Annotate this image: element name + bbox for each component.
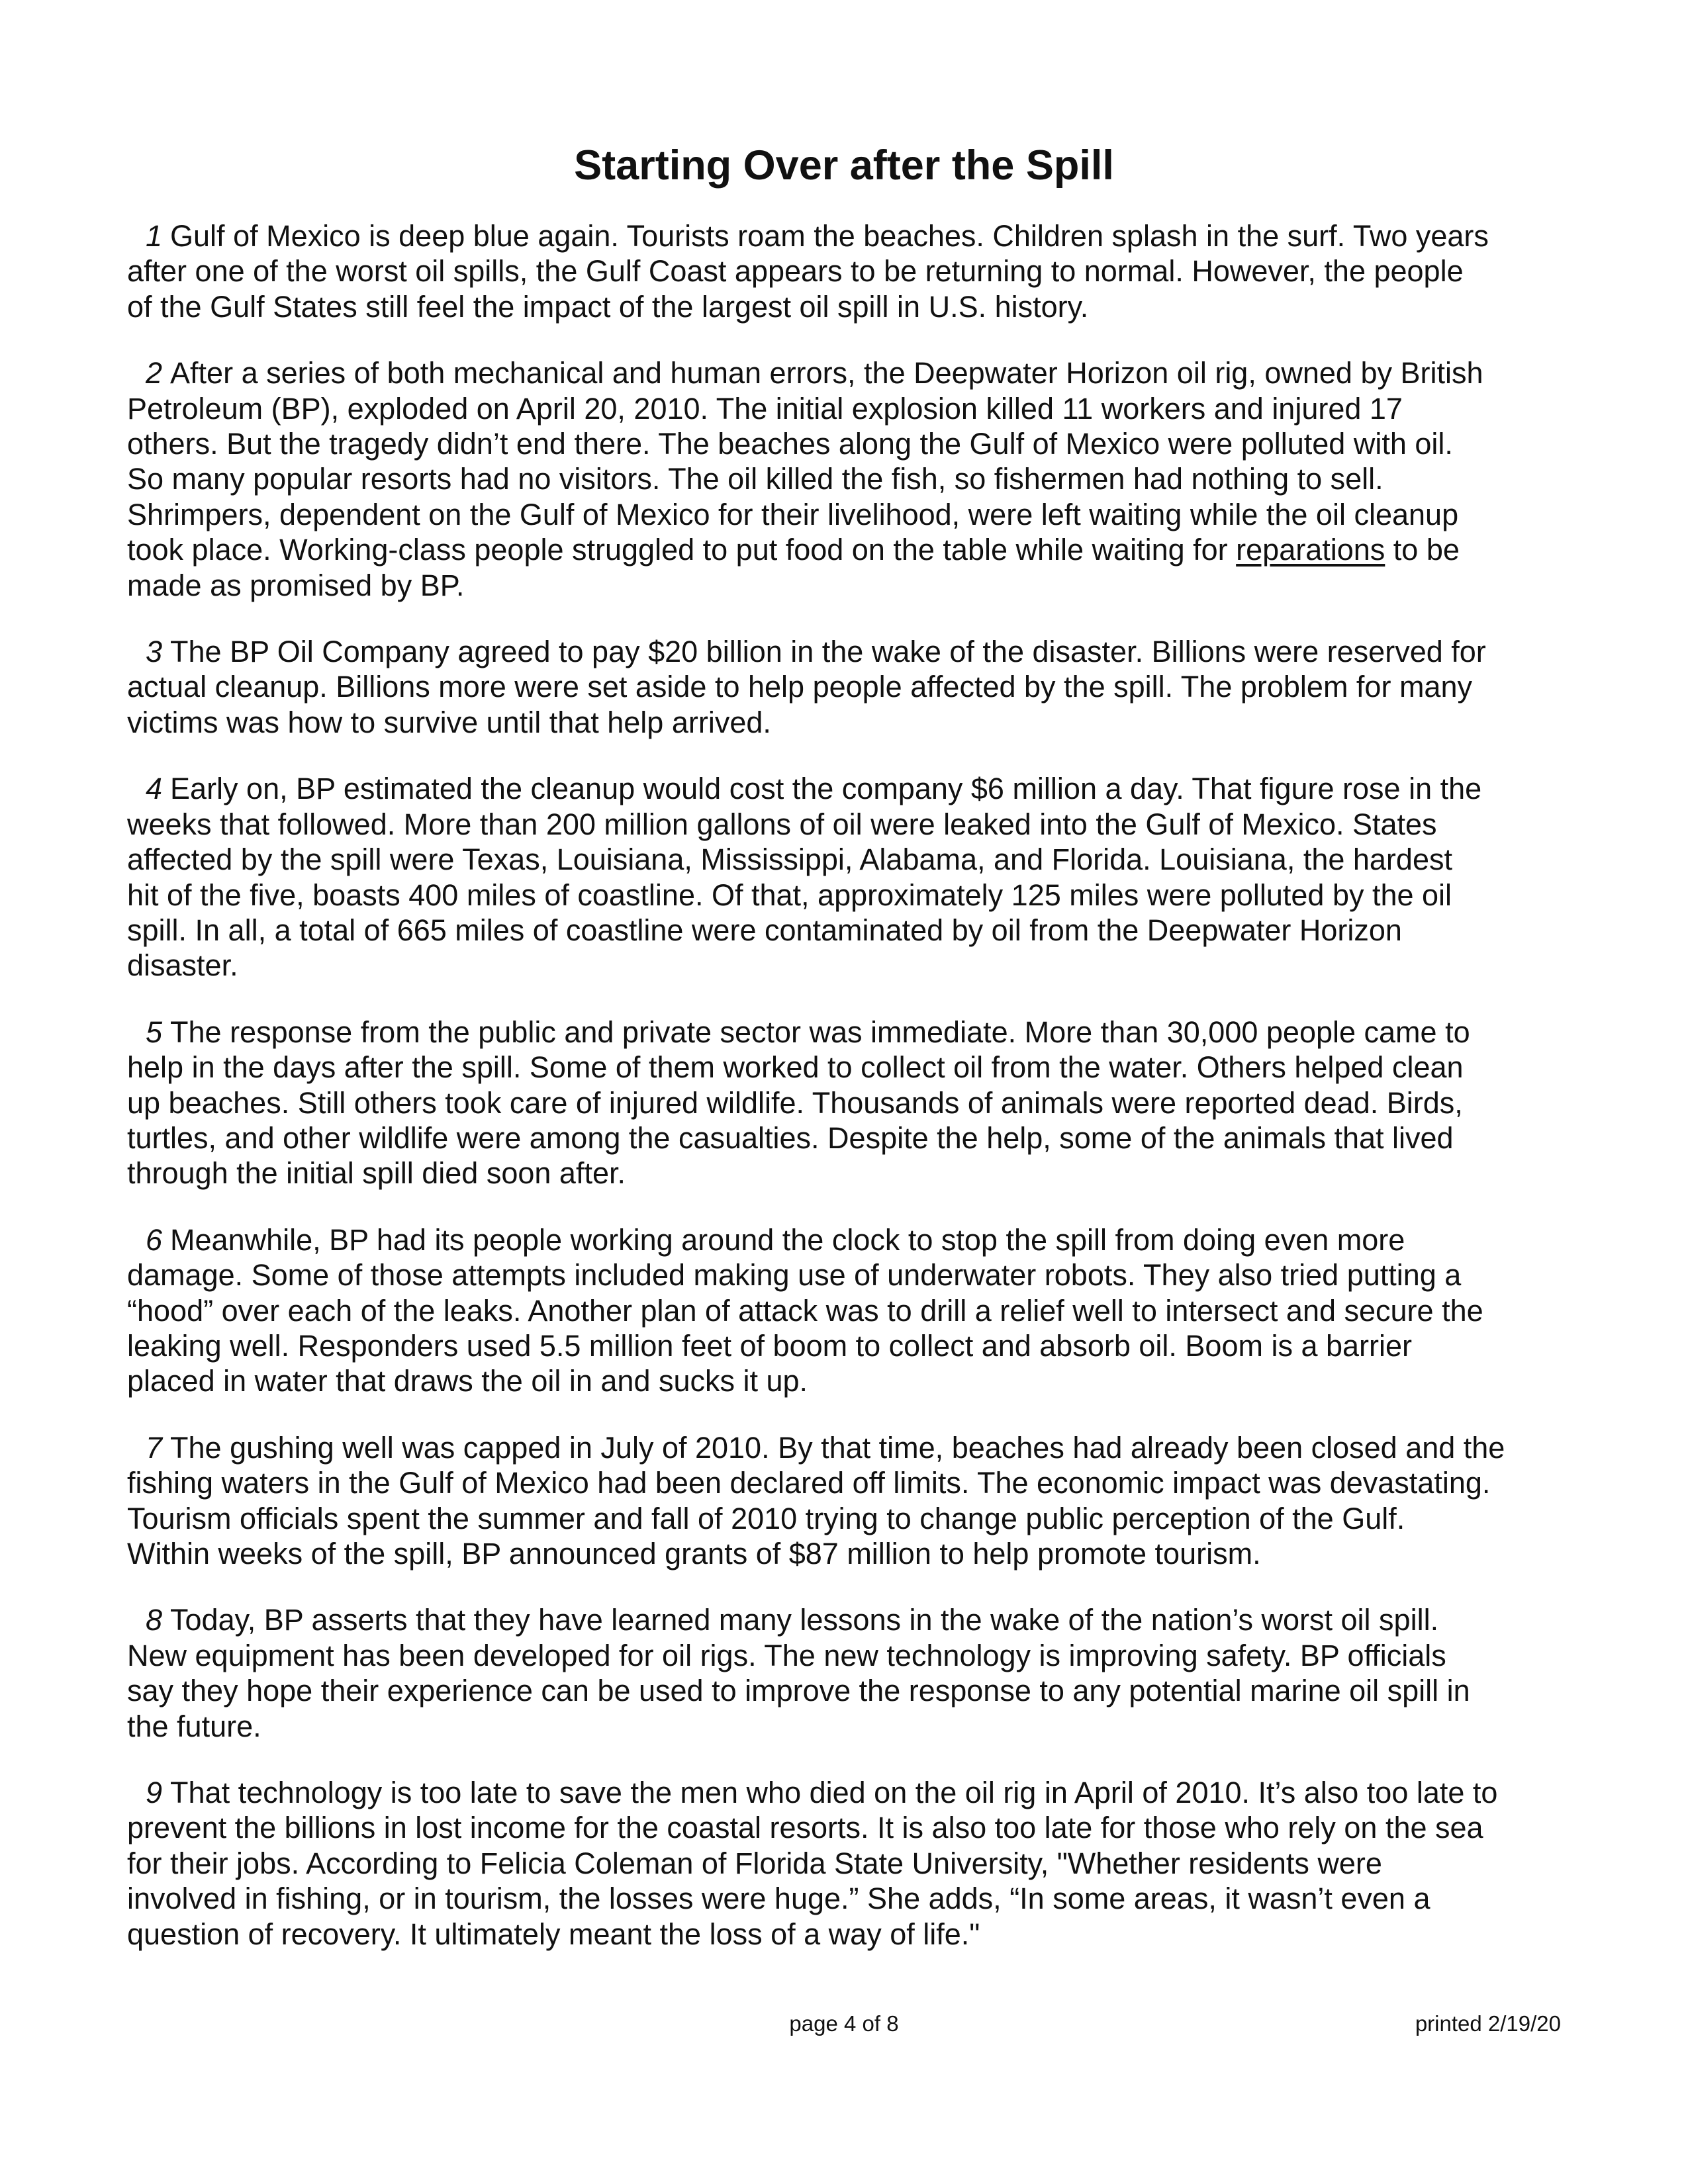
paragraph-line: Shrimpers, dependent on the Gulf of Mexico for their livelihood, were left waiting while the oil cleanup xyxy=(127,497,1459,531)
line-text: took place. Working-class people struggled to put food on the table while waiting for xyxy=(127,533,1237,567)
paragraph-line: Tourism officials spent the summer and fall of 2010 trying to change public perception of the Gulf. xyxy=(127,1501,1405,1535)
paragraph-7 xyxy=(127,1430,1570,1572)
underlined-term: reparations xyxy=(1236,533,1385,567)
paragraph-number: 1 xyxy=(146,219,163,253)
paragraph-number: 5 xyxy=(146,1015,163,1049)
paragraph-5 xyxy=(127,1015,1570,1191)
paragraph-line: hit of the five, boasts 400 miles of coastline. Of that, approximately 125 miles were polluted by the oil xyxy=(127,878,1452,912)
paragraph-number: 2 xyxy=(146,356,163,390)
paragraph-line xyxy=(127,634,1570,669)
line-text: Today, BP asserts that they have learned many lessons in the wake of the nation’s worst oil spill. xyxy=(170,1603,1439,1637)
paragraph-line xyxy=(127,532,1570,567)
paragraph-line xyxy=(127,771,1570,806)
paragraph-line: victims was how to survive until that help arrived. xyxy=(127,705,771,739)
paragraph-line: weeks that followed. More than 200 million gallons of oil were leaked into the Gulf of Mexico. States xyxy=(127,807,1437,841)
article-body xyxy=(127,218,1570,1983)
paragraph-line: others. But the tragedy didn’t end there. The beaches along the Gulf of Mexico were polluted with oil. xyxy=(127,427,1453,461)
paragraph-number: 7 xyxy=(146,1430,163,1465)
paragraph-6 xyxy=(127,1222,1570,1399)
paragraph-number: 4 xyxy=(146,772,163,806)
paragraph-number: 8 xyxy=(146,1603,163,1637)
paragraph-line: through the initial spill died soon after. xyxy=(127,1156,626,1191)
paragraph-line: affected by the spill were Texas, Louisiana, Mississippi, Alabama, and Florida. Louisiana, the hardest xyxy=(127,842,1452,877)
page-number: page 4 of 8 xyxy=(789,2011,899,2036)
paragraph-line: involved in fishing, or in tourism, the losses were huge.” She adds, “In some areas, it wasn’t even a xyxy=(127,1882,1430,1916)
paragraph-line: “hood” over each of the leaks. Another plan of attack was to drill a relief well to intersect and secure the xyxy=(127,1293,1483,1328)
paragraph-line: Within weeks of the spill, BP announced grants of $87 million to help promote tourism. xyxy=(127,1537,1261,1570)
paragraph-line xyxy=(127,1222,1570,1257)
printed-date: printed 2/19/20 xyxy=(1415,2011,1561,2036)
paragraph-line xyxy=(127,1015,1570,1050)
line-text: Meanwhile, BP had its people working around the clock to stop the spill from doing even more xyxy=(170,1222,1405,1257)
line-text: Early on, BP estimated the cleanup would cost the company $6 million a day. That figure rose in the xyxy=(170,772,1482,806)
paragraph-line: New equipment has been developed for oil rigs. The new technology is improving safety. BP officials xyxy=(127,1638,1446,1672)
line-text: The gushing well was capped in July of 2010. By that time, beaches had already been closed and the xyxy=(170,1430,1505,1465)
paragraph-line: damage. Some of those attempts included making use of underwater robots. They also tried putting a xyxy=(127,1258,1462,1293)
line-text: to be xyxy=(1385,533,1460,567)
paragraph-2 xyxy=(127,355,1570,603)
paragraph-line: the future. xyxy=(127,1709,261,1743)
paragraph-line: help in the days after the spill. Some of them worked to collect oil from the water. Others helped clean xyxy=(127,1050,1464,1085)
paragraph-line: for their jobs. According to Felicia Coleman of Florida State University, "Whether residents were xyxy=(127,1846,1382,1880)
paragraph-line: Petroleum (BP), exploded on April 20, 2010. The initial explosion killed 11 workers and injured 17 xyxy=(127,391,1403,426)
paragraph-line: say they hope their experience can be used to improve the response to any potential marine oil spill in xyxy=(127,1674,1470,1708)
paragraph-line: fishing waters in the Gulf of Mexico had been declared off limits. The economic impact was devastating. xyxy=(127,1466,1491,1500)
paragraph-number: 6 xyxy=(146,1222,163,1257)
paragraph-number: 3 xyxy=(146,635,163,669)
paragraph-line xyxy=(127,218,1570,253)
paragraph-line: turtles, and other wildlife were among the casualties. Despite the help, some of the animals that lived xyxy=(127,1120,1454,1155)
paragraph-line xyxy=(127,1775,1570,1810)
paragraph-1 xyxy=(127,218,1570,324)
paragraph-number: 9 xyxy=(146,1776,163,1810)
paragraph-line: placed in water that draws the oil in and sucks it up. xyxy=(127,1364,808,1398)
line-text: That technology is too late to save the men who died on the oil rig in April of 2010. It’s also too late to xyxy=(170,1776,1498,1810)
paragraph-8 xyxy=(127,1602,1570,1744)
line-text: The BP Oil Company agreed to pay $20 billion in the wake of the disaster. Billions were reserved for xyxy=(170,635,1486,669)
paragraph-4 xyxy=(127,771,1570,983)
paragraph-line: made as promised by BP. xyxy=(127,568,465,602)
paragraph-line: question of recovery. It ultimately meant the loss of a way of life." xyxy=(127,1917,980,1951)
paragraph-line: up beaches. Still others took care of injured wildlife. Thousands of animals were reported dead. Birds, xyxy=(127,1085,1463,1120)
paragraph-line: disaster. xyxy=(127,948,238,983)
line-text: The response from the public and private sector was immediate. More than 30,000 people came to xyxy=(170,1015,1470,1049)
paragraph-line: actual cleanup. Billions more were set aside to help people affected by the spill. The problem for many xyxy=(127,670,1472,704)
paragraph-line: after one of the worst oil spills, the Gulf Coast appears to be returning to normal. However, the people xyxy=(127,254,1464,289)
paragraph-line: of the Gulf States still feel the impact of the largest oil spill in U.S. history. xyxy=(127,289,1089,324)
paragraph-line xyxy=(127,1602,1570,1637)
paragraph-line xyxy=(127,355,1570,390)
paragraph-line: So many popular resorts had no visitors. The oil killed the fish, so fishermen had nothing to sell. xyxy=(127,462,1383,496)
page-title: Starting Over after the Spill xyxy=(574,142,1114,189)
paragraph-3 xyxy=(127,634,1570,740)
paragraph-9 xyxy=(127,1775,1570,1952)
paragraph-line: leaking well. Responders used 5.5 million feet of boom to collect and absorb oil. Boom is a barrier xyxy=(127,1328,1413,1363)
line-text: Gulf of Mexico is deep blue again. Tourists roam the beaches. Children splash in the surf. Two years xyxy=(170,219,1489,253)
line-text: After a series of both mechanical and human errors, the Deepwater Horizon oil rig, owned by British xyxy=(170,356,1483,390)
paragraph-line xyxy=(127,1430,1570,1465)
paragraph-line: spill. In all, a total of 665 miles of coastline were contaminated by oil from the Deepwater Horizon xyxy=(127,913,1402,947)
paragraph-line: prevent the billions in lost income for the coastal resorts. It is also too late for those who rely on the sea xyxy=(127,1811,1483,1845)
